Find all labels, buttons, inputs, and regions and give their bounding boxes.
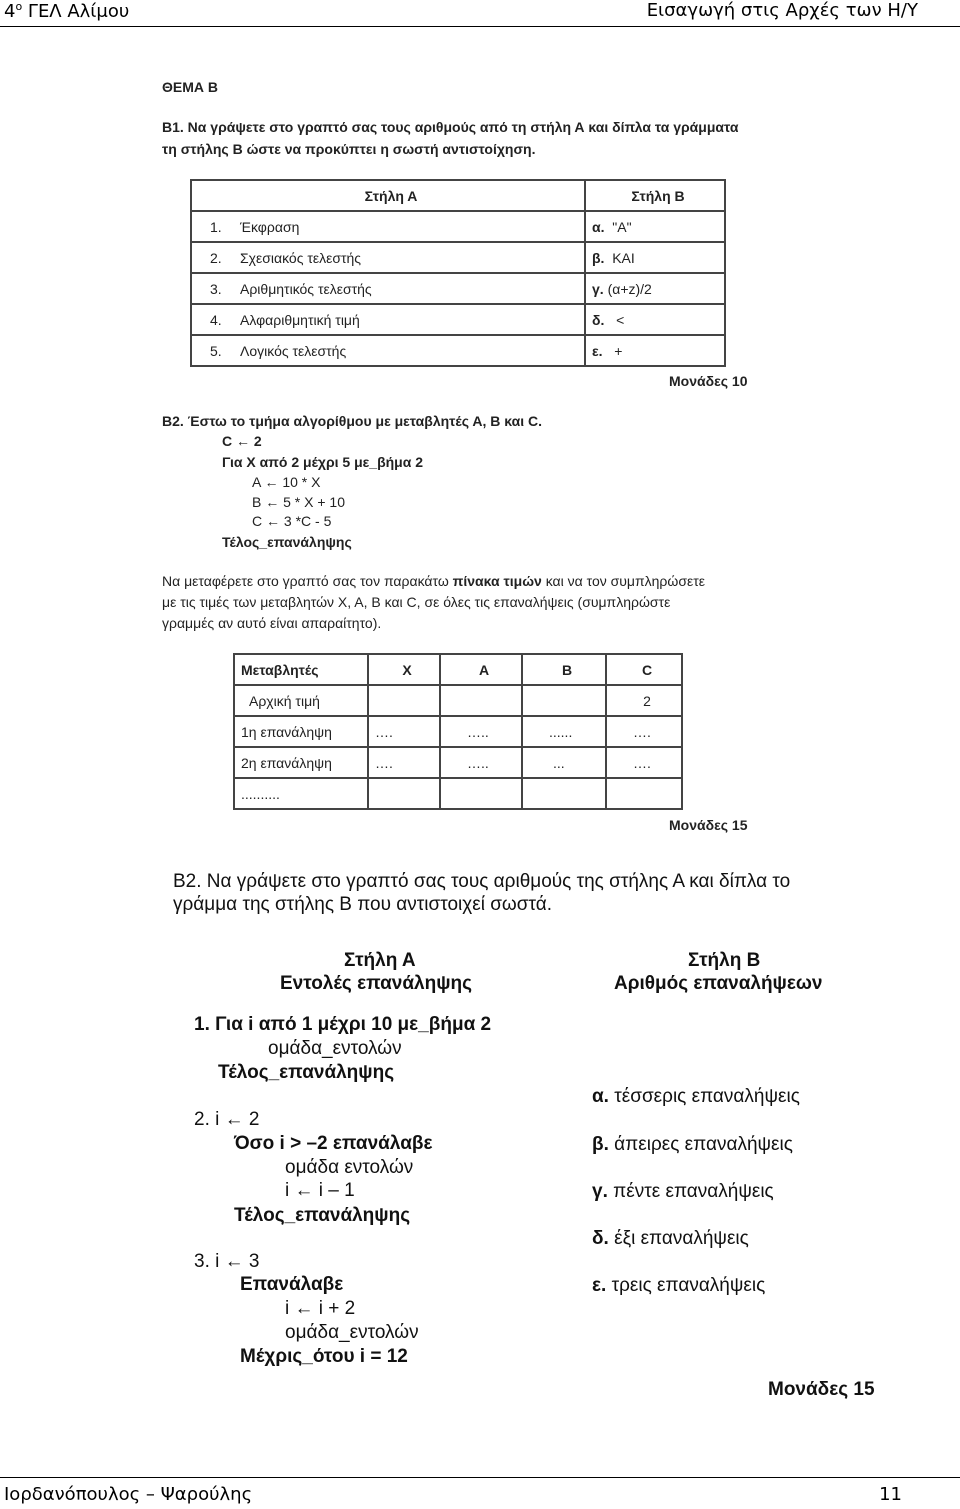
item3-line: Επανάλαβε xyxy=(240,1274,344,1295)
col-a-subtitle: Εντολές επανάληψης xyxy=(280,973,473,994)
item3-line: 3. i ← 3 xyxy=(194,1251,260,1272)
item3-line: ομάδα_εντολών xyxy=(285,1322,419,1343)
code-line: C ← 2 xyxy=(222,433,262,449)
b2b-points: Μονάδες 15 xyxy=(768,1379,875,1400)
page-footer xyxy=(0,1477,960,1509)
table-row: 4. Αλφαριθμητική τιμή δ. < xyxy=(191,304,725,335)
item1-line: 1. Για i από 1 μέχρι 10 με_βήμα 2 xyxy=(194,1014,492,1035)
code-line: Τέλος_επανάληψης xyxy=(222,534,352,550)
table-row: Αρχική τιμή 2 xyxy=(234,685,682,716)
item1-line: ομάδα_εντολών xyxy=(268,1038,402,1059)
option-item: δ. έξι επαναλήψεις xyxy=(592,1228,749,1249)
col-b-header: Στήλη Β xyxy=(585,180,725,211)
item2-line: 2. i ← 2 xyxy=(194,1109,260,1130)
table-row: 5. Λογικός τελεστής ε. + xyxy=(191,335,725,366)
trace-header: C xyxy=(606,654,682,685)
table-row: 1. Έκφραση α. "Α" xyxy=(191,211,725,242)
trace-table xyxy=(233,653,683,810)
trace-header: Α xyxy=(440,654,522,685)
trace-header: Χ xyxy=(368,654,440,685)
b2a-para-line3: γραμμές αν αυτό είναι απαραίτητο). xyxy=(162,615,382,631)
table-row: 3. Αριθμητικός τελεστής γ. (α+z)/2 xyxy=(191,273,725,304)
b2a-points: Μονάδες 15 xyxy=(669,817,748,833)
col-a-title: Στήλη Α xyxy=(344,950,416,971)
table-row: 2η επανάληψη …. ….. ... …. xyxy=(234,747,682,778)
b2b-intro-line1: Β2. Να γράψετε στο γραπτό σας τους αριθμούς της στήλης Α και δίπλα το xyxy=(173,871,791,892)
table-row: .......... xyxy=(234,778,682,809)
page-header xyxy=(0,0,960,27)
item3-line: Μέχρις_ότου i = 12 xyxy=(240,1346,408,1367)
authors: Ιορδανόπουλος – Ψαρούλης xyxy=(4,1484,253,1505)
col-b-subtitle: Αριθμός επαναλήψεων xyxy=(614,973,823,994)
page-number: 11 xyxy=(879,1484,902,1505)
b2b-intro-line2: γράμμα της στήλης Β που αντιστοιχεί σωστά. xyxy=(173,894,552,915)
b1-points: Μονάδες 10 xyxy=(669,373,748,389)
item2-line: i ← i – 1 xyxy=(285,1180,355,1201)
item3-line: i ← i + 2 xyxy=(285,1298,356,1319)
col-a-header: Στήλη Α xyxy=(191,180,585,211)
b2a-intro: Β2. Έστω το τμήμα αλγορίθμου με μεταβλητές Α, Β και C. xyxy=(162,413,542,429)
option-item: α. τέσσερις επαναλήψεις xyxy=(592,1086,800,1107)
code-line: C ← 3 *C - 5 xyxy=(252,513,332,529)
item2-line: Τέλος_επανάληψης xyxy=(234,1205,411,1226)
item1-line: Τέλος_επανάληψης xyxy=(218,1062,395,1083)
b2a-para-line1: Να μεταφέρετε στο γραπτό σας τον παρακάτω πίνακα τιμών και να τον συμπληρώσετε xyxy=(162,573,705,589)
trace-header: Β xyxy=(522,654,606,685)
option-item: γ. πέντε επαναλήψεις xyxy=(592,1181,774,1202)
code-line: B ← 5 * X + 10 xyxy=(252,494,345,510)
b1-intro-line1: Β1. Να γράψετε στο γραπτό σας τους αριθμούς από τη στήλη Α και δίπλα τα γράμματα xyxy=(162,119,739,135)
option-item: β. άπειρες επαναλήψεις xyxy=(592,1134,793,1155)
theme-title: ΘΕΜΑ Β xyxy=(162,79,218,95)
col-b-title: Στήλη Β xyxy=(688,950,761,971)
b1-intro-line2: τη στήλης Β ώστε να προκύπτει η σωστή αντιστοίχηση. xyxy=(162,141,536,157)
school-name: $4^o$ ΓΕΛ Αλίμου xyxy=(4,0,130,22)
code-line: Για Χ από 2 μέχρι 5 με_βήμα 2 xyxy=(222,454,424,470)
trace-header: Μεταβλητές xyxy=(234,654,368,685)
item2-line: ομάδα εντολών xyxy=(285,1157,414,1178)
table-row: 2. Σχεσιακός τελεστής β. ΚΑΙ xyxy=(191,242,725,273)
course-title: Εισαγωγή στις Αρχές των Η/Υ xyxy=(646,0,918,21)
b2a-para-line2: με τις τιμές των μεταβλητών Χ, Α, Β και C, σε όλες τις επαναλήψεις (συμπληρώστε xyxy=(162,594,671,610)
code-line: A ← 10 * X xyxy=(252,474,321,490)
b1-match-table xyxy=(190,179,726,367)
item2-line: Όσο i > –2 επανάλαβε xyxy=(234,1133,433,1154)
table-row: 1η επανάληψη …. ….. ...... …. xyxy=(234,716,682,747)
option-item: ε. τρεις επαναλήψεις xyxy=(592,1275,766,1296)
